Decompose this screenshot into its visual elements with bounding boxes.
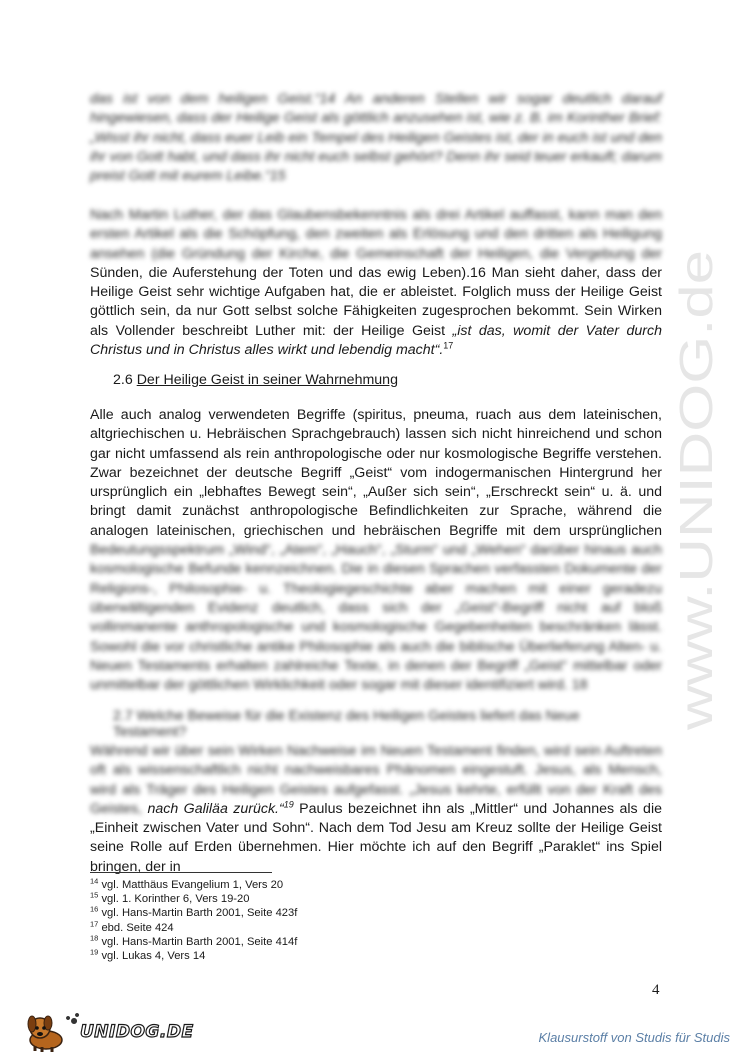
footnote-14: $^{14}$ vgl. Matthäus Evangelium 1, Vers 20 (90, 876, 284, 891)
paragraph-3-blurred-part: Bedeutungsspektrum „Wind“, „Atem“, „Hauch“, „Sturm“ und „Wehen“ darüber hinaus auch kosmologische Befunde kennzeichnen. Die in diesen Sprachen verfassten Dokumente der Religions-, Philosophie- u. Theologiegeschichte aber machen mit einer geradezu überwältigenden Evidenz deutlich, dass sich der „Geist“-Begriff nicht auf bloß vollinmanente anthropologische und kosmologische Gegebenheiten beschränken lässt. Sowohl die vor christliche antike Philosophie als auch die biblische Überlieferung Alten- u. Neuen Testaments erhalten zahlreiche Texte, in denen der Begriff „Geist“ mittelbar oder unmittelbar der göttlichen Wirklichkeit oder sogar mit dieser identifiziert wird. 18 (90, 542, 662, 694)
watermark-text: www.UNIDOG.de (670, 372, 722, 730)
tagline: Klausurstoff von Studis für Studis (538, 1030, 730, 1045)
page-number: 4 (652, 982, 660, 998)
footnote-16: $^{16}$ vgl. Hans-Martin Barth 2001, Seite 423f (90, 904, 298, 920)
footnote-ref-19: 19 (283, 799, 294, 810)
luther-quote: „ist das, womit der Vater durch Christus und in Christus alles wirkt und lebendig macht“. (90, 322, 662, 359)
paragraph-2 (90, 206, 662, 360)
paragraph-2-blurred-part: Nach Martin Luther, der das Glaubensbekenntnis als drei Artikel auffasst, kann man den ersten Artikel als die Schöpfung, den zweiten als Erlösung und den dritten als Heiligung ansehen (die Gründung der Kirche, die Gemeinschaft der Heiligen, die Vergebung der (90, 207, 662, 262)
paragraph-3-clear-part: Alle auch analog verwendeten Begriffe (spiritus, pneuma, ruach aus dem lateinischen, altgriechischen u. Hebräischen Sprachgebrauch) lassen sich nicht hinreichend und schon gar nicht umfassend als rein anthropologische oder nur kosmologische Begriffe verstehen. Zwar bezeichnet der deutsche Begriff „Geist“ vom indogermanischen Hintergrund her ursprünglich ein „lebhaftes Bewegt sein“, „Außer sich sein“, „Erschreckt sein“ u. ä. und bringt damit zunächst anthropologische Befindlichkeiten zur Sprache, während die analogen lateinischen, griechischen und hebräischen Begriffe mit dem ursprünglichen (90, 407, 662, 539)
unidog-logo (22, 1012, 194, 1052)
unidog-watermark (668, 240, 728, 740)
footnote-15: $^{15}$ vgl. 1. Korinther 6, Vers 19-20 (90, 890, 250, 906)
paragraph-4 (90, 742, 662, 877)
dog-icon (22, 1012, 80, 1052)
footnote-19: $^{19}$ vgl. Lukas 4, Vers 14 (90, 947, 206, 963)
footnote-17: $^{17}$ ebd. Seite 424 (90, 918, 174, 934)
paragraph-4-clear-part: Paulus bezeichnet ihn als „Mittler“ und Johannes als die „Einheit zwischen Vater und Sohn“. Nach dem Tod Jesu am Kreuz sollte der Heilige Geist seine Rolle auf Erden übernehmen. Hier möchte ich auf den Begriff „Paraklet“ ins Spiel bringen, der in (90, 800, 662, 875)
footnote-separator (90, 872, 272, 873)
lukas-quote: nach Galiläa zurück.“ (147, 800, 284, 817)
section-number: 2.6 (113, 372, 133, 388)
footnote-18: $^{18}$ vgl. Hans-Martin Barth 2001, Seite 414f (90, 933, 298, 948)
footnotes (90, 878, 297, 963)
section-heading-2-7-blurred: 2.7 Welche Beweise für die Existenz des Heiligen Geistes liefert das Neue Testament? (113, 708, 580, 740)
logo-text: UNIDOG.DE (80, 1022, 194, 1042)
paragraph-4-blurred-part: Während wir über sein Wirken Nachweise im Neuen Testament finden, wird sein Auftreten oft als wissenschaftlich nicht nachweisbares Phänomen eingestuft. Jesus, als Mensch, wird als Träger des Heiligen Geistes aufgefasst. „Jesus kehrte, erfüllt von der Kraft des Geistes, (90, 743, 662, 817)
section-heading-2-6 (113, 372, 398, 388)
paragraph-1-blurred: das ist von dem heiligen Geist.“14 An anderen Stellen wir sogar deutlich darauf hingewiesen, dass der Heilige Geist als göttlich anzusehen ist, wie z. B. im Korinther Brief: „Wisst ihr nicht, dass euer Leib ein Tempel des Heiligen Geistes ist, der in euch ist und den ihr von Gott habt, und dass ihr nicht euch selbst gehört? Denn ihr seid teuer erkauft; darum preist Gott mit eurem Leibe.“15 (90, 91, 662, 185)
paragraph-3 (90, 406, 662, 695)
section-title: Der Heilige Geist in seiner Wahrnehmung (136, 372, 398, 388)
paragraph-2-clear-part: Sünden, die Auferstehung der Toten und das ewig Leben).16 Man sieht daher, dass der Heilige Geist sehr wichtige Aufgaben hat, die er ableistet. Folglich muss der Heilige Geist göttlich sein, da nur Gott selbst solche Fähigkeiten zugesprochen bekommt. Sein Wirken als Vollender beschreibt Luther mit: der Heilige Geist (90, 264, 662, 339)
footnote-ref-17: 17 (443, 340, 454, 351)
